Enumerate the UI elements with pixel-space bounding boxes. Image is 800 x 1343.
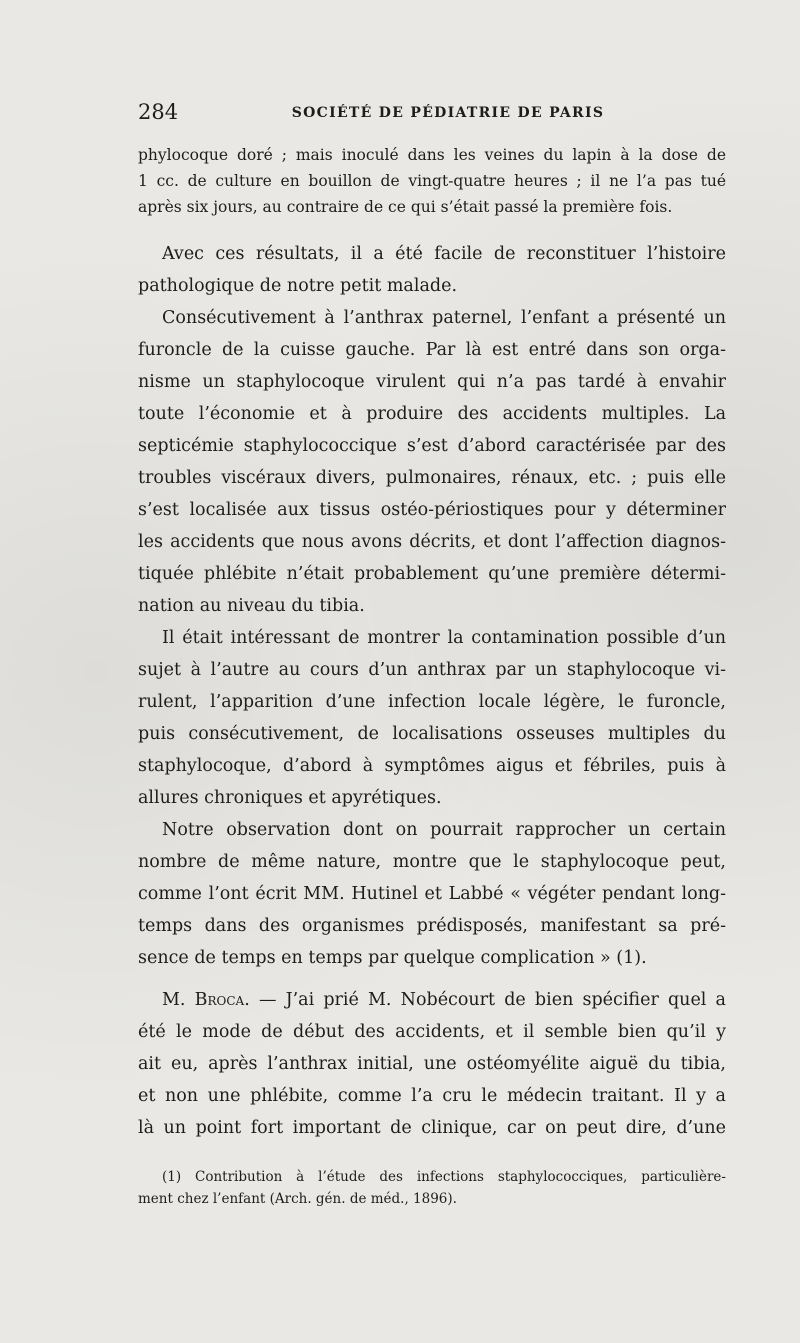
speaker-name: M. Broca. <box>162 990 250 1010</box>
text-line: temps dans des organismes prédisposés, manifestant sa pré- <box>138 916 726 936</box>
text-line: nation au niveau du tibia. <box>138 596 365 616</box>
text-line: là un point fort important de clinique, car on peut dire, d’une <box>138 1118 726 1138</box>
text-line: Notre observation dont on pourrait rapprocher un certain <box>162 820 726 840</box>
text-line: 1 cc. de culture en bouillon de vingt-quatre heures ; il ne l’a pas tué <box>138 172 726 190</box>
text-line: toute l’économie et à produire des accidents multiples. La <box>138 404 726 424</box>
text-line: rulent, l’apparition d’une infection locale légère, le furoncle, <box>138 692 726 712</box>
text-line: et non une phlébite, comme l’a cru le médecin traitant. Il y a <box>138 1086 726 1106</box>
text-line: été le mode de début des accidents, et il semble bien qu’il y <box>138 1022 726 1042</box>
text-line: Consécutivement à l’anthrax paternel, l’enfant a présenté un <box>162 308 726 328</box>
paragraph-history <box>138 302 726 622</box>
paragraph-results <box>138 238 726 302</box>
text-line: allures chroniques et apyrétiques. <box>138 788 442 808</box>
speaker-text: — J’ai prié M. Nobécourt de bien spécifier quel a <box>258 990 726 1010</box>
running-title: SOCIÉTÉ DE PÉDIATRIE DE PARIS <box>291 105 605 121</box>
body-text <box>138 142 726 1210</box>
text-line: comme l’ont écrit MM. Hutinel et Labbé « végéter pendant long- <box>138 884 726 904</box>
paragraph-contamination <box>138 622 726 814</box>
text-line: Il était intéressant de montrer la contamination possible d’un <box>162 628 726 648</box>
text-line: puis consécutivement, de localisations osseuses multiples du <box>138 724 726 744</box>
footnote <box>138 1166 726 1210</box>
text-line: septicémie staphylococcique s’est d’abord caractérisée par des <box>138 436 726 456</box>
text-line: pathologique de notre petit malade. <box>138 276 458 296</box>
text-line: ait eu, après l’anthrax initial, une ostéomyélite aiguë du tibia, <box>138 1054 726 1074</box>
text-line: sence de temps en temps par quelque complication » (1). <box>138 948 647 968</box>
text-line: nisme un staphylocoque virulent qui n’a pas tardé à envahir <box>138 372 726 392</box>
text-line: sujet à l’autre au cours d’un anthrax par un staphylocoque vi- <box>138 660 726 680</box>
text-line: s’est localisée aux tissus ostéo-périostiques pour y déterminer <box>138 500 726 520</box>
footnote-line: ment chez l’enfant (Arch. gén. de méd., 1896). <box>138 1191 457 1207</box>
text-line: phylocoque doré ; mais inoculé dans les veines du lapin à la dose de <box>138 146 726 164</box>
text-line: les accidents que nous avons décrits, et dont l’affection diagnos- <box>138 532 726 552</box>
paragraph-observation <box>138 814 726 974</box>
text-line: troubles viscéraux divers, pulmonaires, rénaux, etc. ; puis elle <box>138 468 726 488</box>
footnote-line: (1) Contribution à l’étude des infections staphylococciques, particulière- <box>162 1169 726 1185</box>
paragraph-continuation <box>138 142 726 220</box>
text-line: tiquée phlébite n’était probablement qu’une première détermi- <box>138 564 726 584</box>
text-line: furoncle de la cuisse gauche. Par là est entré dans son orga- <box>138 340 726 360</box>
text-line: nombre de même nature, montre que le staphylocoque peut, <box>138 852 726 872</box>
text-line: Avec ces résultats, il a été facile de reconstituer l’histoire <box>162 244 726 264</box>
text-line: après six jours, au contraire de ce qui s’était passé la première fois. <box>138 198 673 216</box>
paragraph-broca <box>138 984 726 1144</box>
text-line <box>138 984 726 1016</box>
running-head <box>138 100 728 128</box>
text-line: staphylocoque, d’abord à symptômes aigus et fébriles, puis à <box>138 756 726 776</box>
page-number: 284 <box>138 100 179 124</box>
